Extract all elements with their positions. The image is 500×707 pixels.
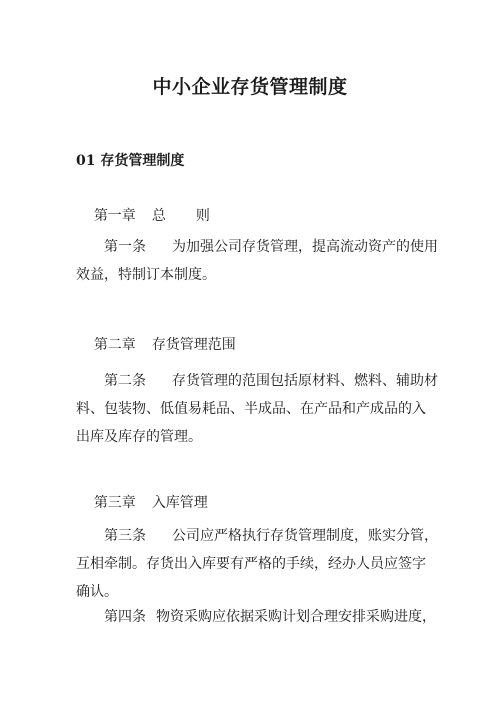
article-text: 互相牵制。存货出入库要有严格的手续，经办人员应签字 bbox=[76, 556, 426, 572]
article-label: 第二条 bbox=[104, 373, 146, 389]
article-text: 公司应严格执行存货管理制度，账实分管， bbox=[172, 528, 438, 544]
article-text: 存货管理的范围包括原材料、燃料、辅助材 bbox=[172, 373, 438, 389]
chapter-label: 第三章 bbox=[93, 495, 136, 511]
article-text: 料、包装物、低值易耗品、半成品、在产品和产成品的入 bbox=[76, 401, 426, 417]
article-text: 出库及库存的管理。 bbox=[76, 429, 202, 445]
article-text: 效益，特制订本制度。 bbox=[76, 267, 216, 283]
document-title: 中小企业存货管理制度 bbox=[152, 76, 348, 98]
article-3 bbox=[76, 522, 438, 606]
article-1 bbox=[76, 233, 438, 289]
article-text: 物资采购应依据采购计划合理安排采购进度， bbox=[156, 609, 436, 625]
article-4 bbox=[76, 603, 436, 631]
chapter-3-heading bbox=[76, 476, 208, 528]
article-text: 确认。 bbox=[76, 584, 118, 600]
article-label: 第一条 bbox=[104, 239, 146, 255]
chapter-name: 存货管理范围 bbox=[151, 337, 236, 353]
chapter-name-part: 总 bbox=[151, 208, 166, 224]
article-label: 第三条 bbox=[104, 528, 146, 544]
article-text: 为加强公司存货管理，提高流动资产的使用 bbox=[172, 239, 438, 255]
article-2 bbox=[76, 367, 438, 451]
section-heading: 01 存货管理制度 bbox=[76, 153, 185, 169]
article-label: 第四条 bbox=[104, 609, 146, 625]
chapter-name: 入库管理 bbox=[151, 495, 208, 511]
chapter-2-heading bbox=[76, 318, 236, 370]
chapter-name-part: 则 bbox=[195, 208, 210, 224]
chapter-label: 第一章 bbox=[93, 208, 136, 224]
chapter-label: 第二章 bbox=[93, 337, 136, 353]
